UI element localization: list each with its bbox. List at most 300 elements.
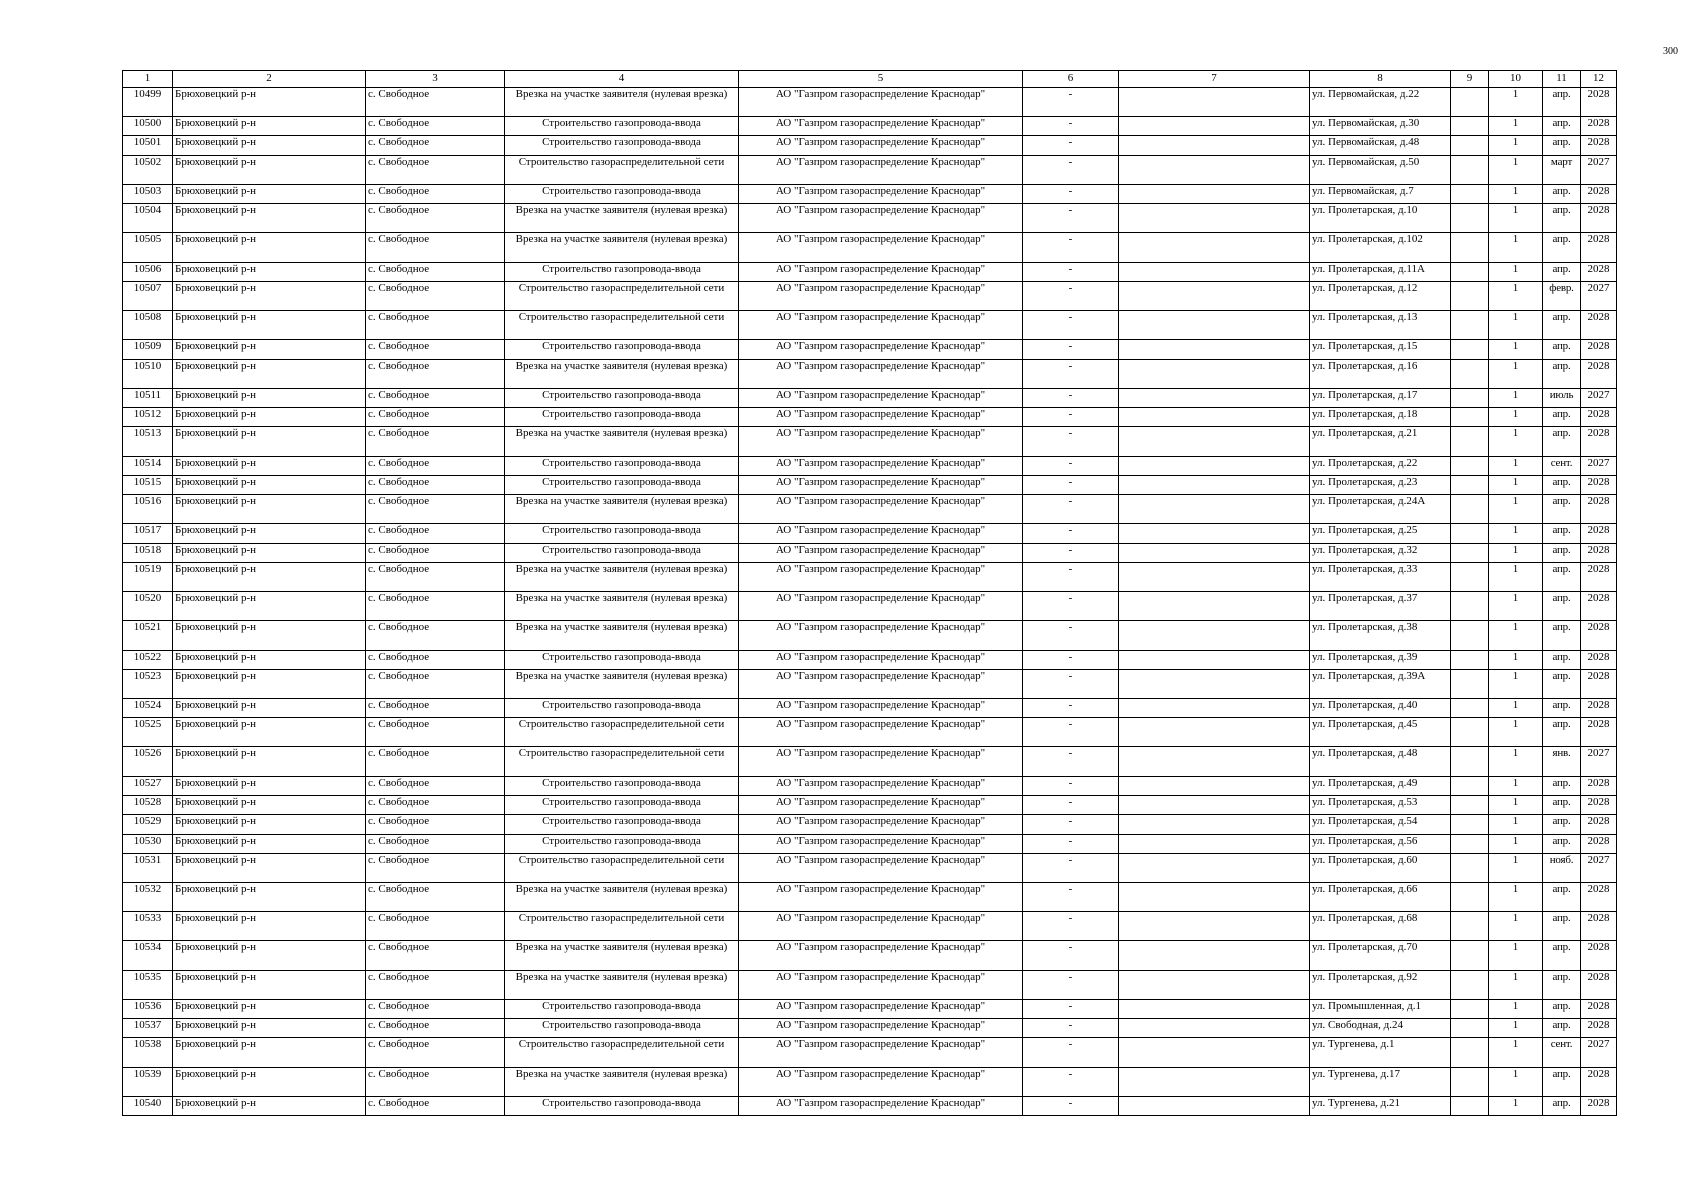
month-cell: апр. [1543, 136, 1581, 155]
year-cell: 2028 [1581, 912, 1617, 941]
table-row [123, 999, 1617, 1018]
quantity-cell: 1 [1489, 650, 1543, 669]
row-number: 10510 [123, 359, 173, 388]
organization-cell: АО "Газпром газораспределение Краснодар" [739, 669, 1023, 698]
quantity-cell: 1 [1489, 475, 1543, 494]
table-row [123, 776, 1617, 795]
month-cell: апр. [1543, 184, 1581, 203]
address-cell: ул. Пролетарская, д.12 [1310, 281, 1451, 310]
table-row [123, 699, 1617, 718]
table-row [123, 883, 1617, 912]
district-cell: Брюховецкий р-н [173, 912, 366, 941]
month-cell: сент. [1543, 1038, 1581, 1067]
month-cell: апр. [1543, 495, 1581, 524]
year-cell: 2028 [1581, 117, 1617, 136]
work-type-cell: Строительство газопровода-ввода [505, 834, 739, 853]
quantity-cell: 1 [1489, 88, 1543, 117]
column-7-cell [1119, 621, 1310, 650]
work-type-cell: Врезка на участке заявителя (нулевая врезка) [505, 233, 739, 262]
column-9-cell [1451, 853, 1489, 882]
month-cell: апр. [1543, 408, 1581, 427]
quantity-cell: 1 [1489, 795, 1543, 814]
work-type-cell: Строительство газопровода-ввода [505, 699, 739, 718]
row-number: 10512 [123, 408, 173, 427]
work-type-cell: Строительство газораспределительной сети [505, 747, 739, 776]
table-row [123, 1067, 1617, 1096]
row-number: 10506 [123, 262, 173, 281]
month-cell: апр. [1543, 340, 1581, 359]
column-6-cell: - [1023, 999, 1119, 1018]
column-7-cell [1119, 776, 1310, 795]
address-cell: ул. Первомайская, д.48 [1310, 136, 1451, 155]
address-cell: ул. Свободная, д.24 [1310, 1019, 1451, 1038]
column-6-cell: - [1023, 388, 1119, 407]
table-row [123, 853, 1617, 882]
district-cell: Брюховецкий р-н [173, 88, 366, 117]
column-6-cell: - [1023, 776, 1119, 795]
month-cell: апр. [1543, 621, 1581, 650]
work-type-cell: Строительство газопровода-ввода [505, 795, 739, 814]
table-row [123, 311, 1617, 340]
column-7-cell [1119, 281, 1310, 310]
address-cell: ул. Первомайская, д.7 [1310, 184, 1451, 203]
organization-cell: АО "Газпром газораспределение Краснодар" [739, 233, 1023, 262]
month-cell: апр. [1543, 88, 1581, 117]
address-cell: ул. Пролетарская, д.17 [1310, 388, 1451, 407]
column-9-cell [1451, 408, 1489, 427]
quantity-cell: 1 [1489, 184, 1543, 203]
column-7-cell [1119, 1096, 1310, 1115]
quantity-cell: 1 [1489, 621, 1543, 650]
column-9-cell [1451, 999, 1489, 1018]
village-cell: с. Свободное [366, 408, 505, 427]
column-7-cell [1119, 970, 1310, 999]
work-type-cell: Строительство газопровода-ввода [505, 340, 739, 359]
row-number: 10538 [123, 1038, 173, 1067]
district-cell: Брюховецкий р-н [173, 747, 366, 776]
column-9-cell [1451, 970, 1489, 999]
quantity-cell: 1 [1489, 853, 1543, 882]
organization-cell: АО "Газпром газораспределение Краснодар" [739, 359, 1023, 388]
table-row [123, 475, 1617, 494]
year-cell: 2028 [1581, 359, 1617, 388]
column-7-cell [1119, 853, 1310, 882]
month-cell: нояб. [1543, 853, 1581, 882]
column-7-cell [1119, 543, 1310, 562]
organization-cell: АО "Газпром газораспределение Краснодар" [739, 427, 1023, 456]
work-type-cell: Строительство газопровода-ввода [505, 815, 739, 834]
column-6-cell: - [1023, 359, 1119, 388]
column-9-cell [1451, 281, 1489, 310]
column-9-cell [1451, 456, 1489, 475]
row-number: 10499 [123, 88, 173, 117]
month-cell: апр. [1543, 475, 1581, 494]
work-type-cell: Врезка на участке заявителя (нулевая врезка) [505, 621, 739, 650]
district-cell: Брюховецкий р-н [173, 883, 366, 912]
work-type-cell: Строительство газораспределительной сети [505, 718, 739, 747]
work-type-cell: Строительство газопровода-ввода [505, 999, 739, 1018]
quantity-cell: 1 [1489, 155, 1543, 184]
row-number: 10508 [123, 311, 173, 340]
table-row [123, 1019, 1617, 1038]
month-cell: апр. [1543, 718, 1581, 747]
quantity-cell: 1 [1489, 592, 1543, 621]
year-cell: 2027 [1581, 1038, 1617, 1067]
column-9-cell [1451, 117, 1489, 136]
table-body [123, 71, 1617, 1116]
column-7-cell [1119, 1019, 1310, 1038]
quantity-cell: 1 [1489, 999, 1543, 1018]
column-9-cell [1451, 1096, 1489, 1115]
address-cell: ул. Первомайская, д.30 [1310, 117, 1451, 136]
organization-cell: АО "Газпром газораспределение Краснодар" [739, 388, 1023, 407]
village-cell: с. Свободное [366, 427, 505, 456]
organization-cell: АО "Газпром газораспределение Краснодар" [739, 1038, 1023, 1067]
organization-cell: АО "Газпром газораспределение Краснодар" [739, 340, 1023, 359]
organization-cell: АО "Газпром газораспределение Краснодар" [739, 456, 1023, 475]
column-9-cell [1451, 718, 1489, 747]
village-cell: с. Свободное [366, 155, 505, 184]
row-number: 10532 [123, 883, 173, 912]
column-header: 7 [1119, 71, 1310, 88]
village-cell: с. Свободное [366, 184, 505, 203]
month-cell: апр. [1543, 941, 1581, 970]
address-cell: ул. Пролетарская, д.39 [1310, 650, 1451, 669]
year-cell: 2028 [1581, 592, 1617, 621]
row-number: 10534 [123, 941, 173, 970]
month-cell: апр. [1543, 592, 1581, 621]
header-row [123, 71, 1617, 88]
month-cell: сент. [1543, 456, 1581, 475]
table-row [123, 970, 1617, 999]
district-cell: Брюховецкий р-н [173, 155, 366, 184]
column-9-cell [1451, 204, 1489, 233]
table-row [123, 155, 1617, 184]
row-number: 10507 [123, 281, 173, 310]
month-cell: апр. [1543, 776, 1581, 795]
column-6-cell: - [1023, 747, 1119, 776]
organization-cell: АО "Газпром газораспределение Краснодар" [739, 524, 1023, 543]
table-row [123, 718, 1617, 747]
table-row [123, 88, 1617, 117]
organization-cell: АО "Газпром газораспределение Краснодар" [739, 621, 1023, 650]
row-number: 10530 [123, 834, 173, 853]
row-number: 10509 [123, 340, 173, 359]
district-cell: Брюховецкий р-н [173, 495, 366, 524]
column-9-cell [1451, 699, 1489, 718]
address-cell: ул. Пролетарская, д.49 [1310, 776, 1451, 795]
year-cell: 2028 [1581, 475, 1617, 494]
column-9-cell [1451, 136, 1489, 155]
table-row [123, 184, 1617, 203]
table-row [123, 117, 1617, 136]
organization-cell: АО "Газпром газораспределение Краснодар" [739, 117, 1023, 136]
column-6-cell: - [1023, 281, 1119, 310]
month-cell: апр. [1543, 970, 1581, 999]
month-cell: апр. [1543, 669, 1581, 698]
column-6-cell: - [1023, 495, 1119, 524]
column-6-cell: - [1023, 427, 1119, 456]
quantity-cell: 1 [1489, 883, 1543, 912]
row-number: 10540 [123, 1096, 173, 1115]
year-cell: 2028 [1581, 1019, 1617, 1038]
village-cell: с. Свободное [366, 999, 505, 1018]
district-cell: Брюховецкий р-н [173, 699, 366, 718]
row-number: 10520 [123, 592, 173, 621]
column-7-cell [1119, 669, 1310, 698]
quantity-cell: 1 [1489, 912, 1543, 941]
year-cell: 2028 [1581, 233, 1617, 262]
column-6-cell: - [1023, 699, 1119, 718]
column-6-cell: - [1023, 795, 1119, 814]
organization-cell: АО "Газпром газораспределение Краснодар" [739, 815, 1023, 834]
column-header: 9 [1451, 71, 1489, 88]
work-type-cell: Строительство газопровода-ввода [505, 1096, 739, 1115]
month-cell: апр. [1543, 1067, 1581, 1096]
year-cell: 2027 [1581, 388, 1617, 407]
month-cell: апр. [1543, 699, 1581, 718]
address-cell: ул. Пролетарская, д.48 [1310, 747, 1451, 776]
year-cell: 2028 [1581, 669, 1617, 698]
row-number: 10537 [123, 1019, 173, 1038]
column-7-cell [1119, 834, 1310, 853]
work-type-cell: Врезка на участке заявителя (нулевая врезка) [505, 204, 739, 233]
year-cell: 2028 [1581, 136, 1617, 155]
address-cell: ул. Пролетарская, д.23 [1310, 475, 1451, 494]
district-cell: Брюховецкий р-н [173, 427, 366, 456]
work-type-cell: Строительство газопровода-ввода [505, 388, 739, 407]
year-cell: 2028 [1581, 1067, 1617, 1096]
quantity-cell: 1 [1489, 718, 1543, 747]
quantity-cell: 1 [1489, 815, 1543, 834]
organization-cell: АО "Газпром газораспределение Краснодар" [739, 747, 1023, 776]
district-cell: Брюховецкий р-н [173, 1096, 366, 1115]
column-9-cell [1451, 592, 1489, 621]
work-type-cell: Врезка на участке заявителя (нулевая врезка) [505, 592, 739, 621]
year-cell: 2028 [1581, 1096, 1617, 1115]
work-type-cell: Строительство газопровода-ввода [505, 456, 739, 475]
table-row [123, 359, 1617, 388]
quantity-cell: 1 [1489, 1038, 1543, 1067]
month-cell: апр. [1543, 1019, 1581, 1038]
work-type-cell: Строительство газопровода-ввода [505, 475, 739, 494]
year-cell: 2027 [1581, 853, 1617, 882]
village-cell: с. Свободное [366, 718, 505, 747]
work-type-cell: Строительство газопровода-ввода [505, 262, 739, 281]
year-cell: 2027 [1581, 747, 1617, 776]
quantity-cell: 1 [1489, 699, 1543, 718]
work-type-cell: Строительство газораспределительной сети [505, 311, 739, 340]
month-cell: апр. [1543, 233, 1581, 262]
organization-cell: АО "Газпром газораспределение Краснодар" [739, 475, 1023, 494]
village-cell: с. Свободное [366, 912, 505, 941]
column-9-cell [1451, 340, 1489, 359]
organization-cell: АО "Газпром газораспределение Краснодар" [739, 495, 1023, 524]
work-type-cell: Врезка на участке заявителя (нулевая врезка) [505, 941, 739, 970]
table-row [123, 262, 1617, 281]
district-cell: Брюховецкий р-н [173, 834, 366, 853]
column-9-cell [1451, 834, 1489, 853]
district-cell: Брюховецкий р-н [173, 204, 366, 233]
address-cell: ул. Первомайская, д.22 [1310, 88, 1451, 117]
month-cell: апр. [1543, 562, 1581, 591]
work-type-cell: Строительство газопровода-ввода [505, 1019, 739, 1038]
district-cell: Брюховецкий р-н [173, 262, 366, 281]
row-number: 10531 [123, 853, 173, 882]
district-cell: Брюховецкий р-н [173, 815, 366, 834]
village-cell: с. Свободное [366, 281, 505, 310]
quantity-cell: 1 [1489, 669, 1543, 698]
column-9-cell [1451, 427, 1489, 456]
organization-cell: АО "Газпром газораспределение Краснодар" [739, 155, 1023, 184]
work-type-cell: Врезка на участке заявителя (нулевая врезка) [505, 1067, 739, 1096]
month-cell: апр. [1543, 524, 1581, 543]
village-cell: с. Свободное [366, 1096, 505, 1115]
year-cell: 2028 [1581, 621, 1617, 650]
work-type-cell: Строительство газораспределительной сети [505, 853, 739, 882]
column-7-cell [1119, 408, 1310, 427]
column-9-cell [1451, 795, 1489, 814]
work-type-cell: Строительство газопровода-ввода [505, 524, 739, 543]
organization-cell: АО "Газпром газораспределение Краснодар" [739, 204, 1023, 233]
district-cell: Брюховецкий р-н [173, 281, 366, 310]
year-cell: 2028 [1581, 311, 1617, 340]
column-9-cell [1451, 388, 1489, 407]
village-cell: с. Свободное [366, 747, 505, 776]
column-7-cell [1119, 1067, 1310, 1096]
table-row [123, 1038, 1617, 1067]
work-type-cell: Строительство газораспределительной сети [505, 1038, 739, 1067]
month-cell: апр. [1543, 262, 1581, 281]
district-cell: Брюховецкий р-н [173, 650, 366, 669]
quantity-cell: 1 [1489, 117, 1543, 136]
column-6-cell: - [1023, 184, 1119, 203]
address-cell: ул. Пролетарская, д.92 [1310, 970, 1451, 999]
row-number: 10521 [123, 621, 173, 650]
month-cell: апр. [1543, 883, 1581, 912]
district-cell: Брюховецкий р-н [173, 669, 366, 698]
address-cell: ул. Пролетарская, д.33 [1310, 562, 1451, 591]
district-cell: Брюховецкий р-н [173, 1019, 366, 1038]
organization-cell: АО "Газпром газораспределение Краснодар" [739, 883, 1023, 912]
village-cell: с. Свободное [366, 834, 505, 853]
register-table [122, 70, 1617, 1116]
year-cell: 2028 [1581, 204, 1617, 233]
column-9-cell [1451, 562, 1489, 591]
village-cell: с. Свободное [366, 621, 505, 650]
column-6-cell: - [1023, 524, 1119, 543]
column-9-cell [1451, 621, 1489, 650]
organization-cell: АО "Газпром газораспределение Краснодар" [739, 592, 1023, 621]
work-type-cell: Строительство газопровода-ввода [505, 184, 739, 203]
row-number: 10511 [123, 388, 173, 407]
district-cell: Брюховецкий р-н [173, 776, 366, 795]
column-6-cell: - [1023, 1019, 1119, 1038]
quantity-cell: 1 [1489, 543, 1543, 562]
month-cell: апр. [1543, 815, 1581, 834]
column-7-cell [1119, 204, 1310, 233]
column-6-cell: - [1023, 204, 1119, 233]
organization-cell: АО "Газпром газораспределение Краснодар" [739, 970, 1023, 999]
village-cell: с. Свободное [366, 495, 505, 524]
column-6-cell: - [1023, 1096, 1119, 1115]
village-cell: с. Свободное [366, 970, 505, 999]
year-cell: 2027 [1581, 281, 1617, 310]
column-7-cell [1119, 359, 1310, 388]
column-6-cell: - [1023, 669, 1119, 698]
village-cell: с. Свободное [366, 88, 505, 117]
village-cell: с. Свободное [366, 650, 505, 669]
organization-cell: АО "Газпром газораспределение Краснодар" [739, 795, 1023, 814]
column-9-cell [1451, 233, 1489, 262]
district-cell: Брюховецкий р-н [173, 1067, 366, 1096]
table-row [123, 340, 1617, 359]
work-type-cell: Врезка на участке заявителя (нулевая врезка) [505, 359, 739, 388]
column-6-cell: - [1023, 311, 1119, 340]
address-cell: ул. Пролетарская, д.13 [1310, 311, 1451, 340]
district-cell: Брюховецкий р-н [173, 408, 366, 427]
district-cell: Брюховецкий р-н [173, 941, 366, 970]
quantity-cell: 1 [1489, 562, 1543, 591]
address-cell: ул. Пролетарская, д.32 [1310, 543, 1451, 562]
column-7-cell [1119, 524, 1310, 543]
organization-cell: АО "Газпром газораспределение Краснодар" [739, 88, 1023, 117]
month-cell: апр. [1543, 912, 1581, 941]
organization-cell: АО "Газпром газораспределение Краснодар" [739, 718, 1023, 747]
district-cell: Брюховецкий р-н [173, 592, 366, 621]
address-cell: ул. Пролетарская, д.102 [1310, 233, 1451, 262]
column-header: 10 [1489, 71, 1543, 88]
quantity-cell: 1 [1489, 136, 1543, 155]
village-cell: с. Свободное [366, 815, 505, 834]
quantity-cell: 1 [1489, 388, 1543, 407]
organization-cell: АО "Газпром газораспределение Краснодар" [739, 311, 1023, 340]
year-cell: 2028 [1581, 340, 1617, 359]
village-cell: с. Свободное [366, 592, 505, 621]
address-cell: ул. Пролетарская, д.53 [1310, 795, 1451, 814]
village-cell: с. Свободное [366, 543, 505, 562]
column-7-cell [1119, 233, 1310, 262]
village-cell: с. Свободное [366, 204, 505, 233]
year-cell: 2028 [1581, 184, 1617, 203]
district-cell: Брюховецкий р-н [173, 562, 366, 591]
column-9-cell [1451, 311, 1489, 340]
month-cell: апр. [1543, 999, 1581, 1018]
column-7-cell [1119, 883, 1310, 912]
village-cell: с. Свободное [366, 475, 505, 494]
quantity-cell: 1 [1489, 262, 1543, 281]
year-cell: 2027 [1581, 456, 1617, 475]
column-6-cell: - [1023, 1038, 1119, 1067]
column-header: 6 [1023, 71, 1119, 88]
row-number: 10501 [123, 136, 173, 155]
column-9-cell [1451, 912, 1489, 941]
column-7-cell [1119, 427, 1310, 456]
column-header: 1 [123, 71, 173, 88]
quantity-cell: 1 [1489, 1067, 1543, 1096]
quantity-cell: 1 [1489, 834, 1543, 853]
year-cell: 2028 [1581, 815, 1617, 834]
village-cell: с. Свободное [366, 136, 505, 155]
column-9-cell [1451, 475, 1489, 494]
village-cell: с. Свободное [366, 699, 505, 718]
table-row [123, 495, 1617, 524]
column-7-cell [1119, 88, 1310, 117]
district-cell: Брюховецкий р-н [173, 970, 366, 999]
work-type-cell: Строительство газораспределительной сети [505, 281, 739, 310]
village-cell: с. Свободное [366, 524, 505, 543]
district-cell: Брюховецкий р-н [173, 233, 366, 262]
